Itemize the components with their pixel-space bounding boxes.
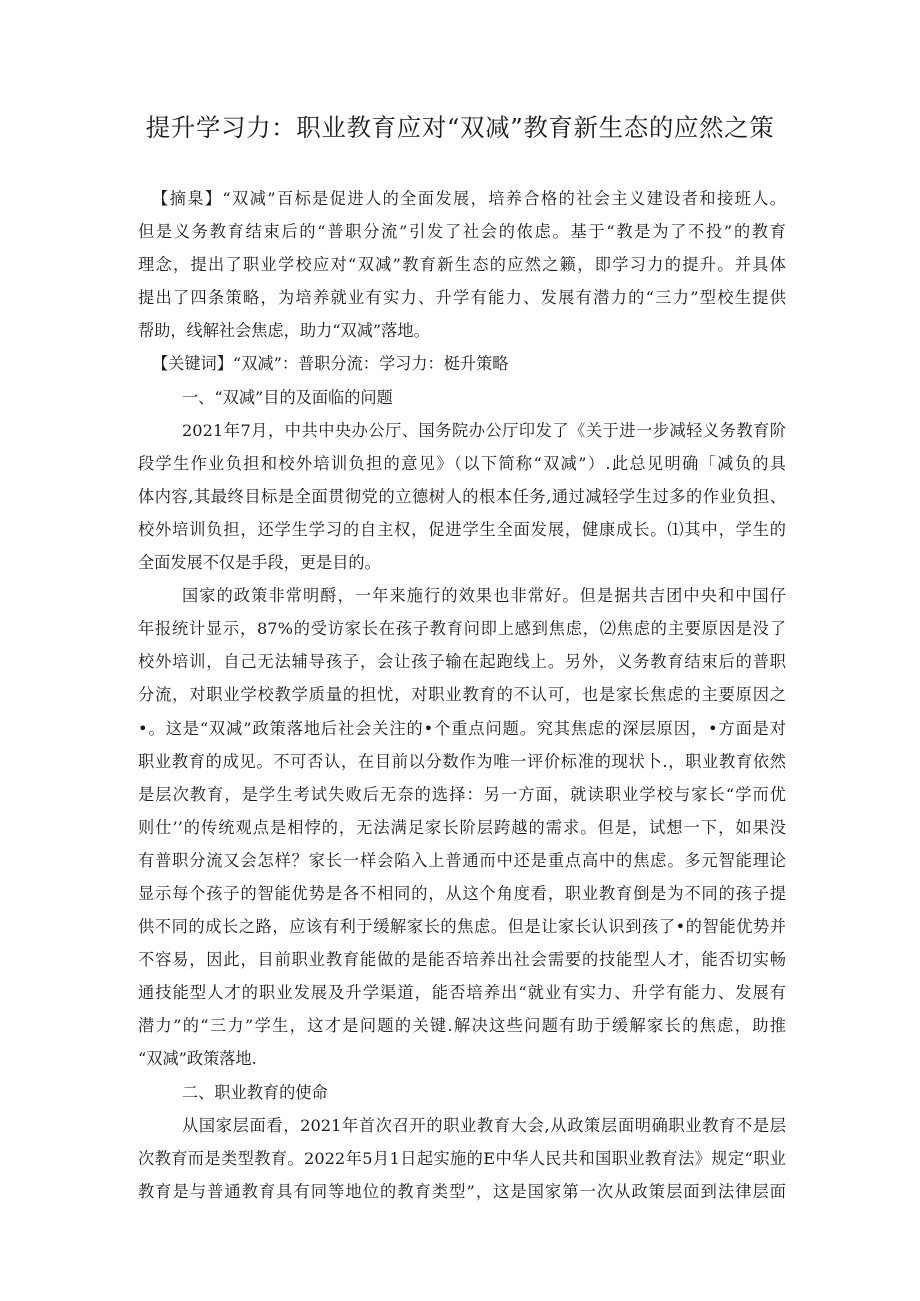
section-heading-2: 二、职业教育的使命 bbox=[182, 1082, 328, 1102]
paragraph-line: 不容易，因此，目前职业教育能做的是能否培养出社会需要的技能型人才，能否切实畅 bbox=[138, 950, 786, 970]
paragraph-line: 2021年7月，中共中央办公厅、国务院办公厅印发了《关于进一步减轻义务教育阶 bbox=[182, 420, 786, 440]
document-title: 提升学习力：职业教育应对“双减”教育新生态的应然之策 bbox=[145, 113, 775, 142]
paragraph-line: 校外培训负担，还学生学习的自主权，促进学生全面发展，健康成长。⑴其中，学生的 bbox=[138, 519, 786, 539]
paragraph-line: •。这是“双减”政策落地后社会关注的•个重点问题。究其焦虑的深层原因，•方面是对 bbox=[138, 718, 786, 738]
paragraph-line: 从国家层面看，2021年首次召开的职业教育大会,从政策层面明确职业教育不是层 bbox=[182, 1115, 786, 1135]
paragraph-line: 通技能型人才的职业发展及升学渠道，能否培养出“就业有实力、升学有能力、发展有 bbox=[138, 983, 786, 1003]
paragraph-line: 段学生作业负担和校外培训负担的意见》（以下简称“双减”）.此总见明确「减负的具 bbox=[138, 453, 786, 473]
paragraph-line: 教育是与普通教育具有同等地位的教育类型”，这是国家第一次从政策层面到法律层面 bbox=[138, 1181, 786, 1201]
abstract-line: 【摘臬】“双减”百标是促进人的全面发展，培养合格的社会主义建设者和接班人。 bbox=[152, 189, 786, 208]
paragraph-line: 年报统计显示，87%的受访家长在孩子教育问即上感到焦虑，⑵焦虑的主要原因是没了 bbox=[138, 619, 786, 639]
paragraph-line: 职业教育的成见。不可否认，在目前以分数作为唯一评价标准的现状卜.，职业教育依然 bbox=[138, 751, 786, 771]
paragraph-line: 潜力”的“三力”学生，这才是问题的关键.解决这些问题有助于缓解家长的焦虑，助推 bbox=[138, 1016, 786, 1036]
abstract-line: 帮助，线解社会焦虑，助力“双减”落地。 bbox=[138, 321, 430, 341]
paragraph-line: 是层次教育，是学生考试失败后无奈的选择：另一方面，就读职业学校与家长“学而优 bbox=[138, 784, 786, 804]
abstract-line: 但是义务教育结束后的“普职分流”引发了社会的侬虑。基于“教是为了不投”的教育 bbox=[138, 222, 786, 242]
paragraph-line: 次教育而是类型教育。2022年5月1日起实施的E中华人民共和国职业教育法》规定“职业 bbox=[138, 1148, 786, 1168]
section1-paragraph-2 bbox=[138, 579, 786, 1075]
paragraph-line: 体内容,其最终目标是全面贯彻党的立德树人的根本任务,通过减轻学生过多的作业负担、 bbox=[138, 486, 786, 506]
paragraph-line: “双减”政策落地. bbox=[138, 1049, 257, 1069]
document-body bbox=[138, 182, 786, 1208]
paragraph-line: 显示每个孩子的智能优势是各不相同的，从这个角度看，职业教育倒是为不同的孩子提 bbox=[138, 883, 786, 903]
abstract-line: 提出了四条策略，为培养就业有实力、升学有能力、发展有潜力的“三力”型校生提供 bbox=[138, 288, 786, 308]
abstract-line: 理念，提出了职业学校应对“双减”教育新生态的应然之籁，即学习力的提升。并具体 bbox=[138, 255, 786, 275]
paragraph-line: 校外培训，自己无法辅导孩子，会让孩子输在起跑线上。另外，义务教育结束后的普职 bbox=[138, 652, 786, 672]
paragraph-line: 有普职分流又会怎样？家长一样会陷入上普通而中还是重点高中的焦虑。多元智能理论 bbox=[138, 850, 786, 870]
paragraph-line: 供不同的成长之路，应该有利于缓解家长的焦虑。但是让家长认识到孩了•的智能优势并 bbox=[138, 917, 786, 937]
paragraph-line: 分流，对职业学校教学质量的担忧，对职业教育的不认可，也是家长焦虑的主要原因之 bbox=[138, 685, 786, 705]
paragraph-line: 则仕’’的传统观点是相悖的，无法满足家长阶层跨越的需求。但是，试想一下，如果没 bbox=[138, 817, 786, 837]
section-heading-1: 一、“双减”目的及面临的问题 bbox=[182, 387, 393, 407]
paragraph-line: 国家的政策非常明酹，一年来施行的效果也非常好。但是据共吉团中央和中国仔 bbox=[182, 586, 786, 606]
section1-paragraph-1 bbox=[138, 414, 786, 579]
paragraph-line: 全面发展不仅是手段，更是目的。 bbox=[138, 553, 381, 573]
abstract bbox=[138, 182, 786, 347]
keywords: 【关键词】“双减”：普职分流：学习力：梃升策略 bbox=[152, 354, 509, 374]
section2-paragraph-1 bbox=[138, 1109, 786, 1208]
